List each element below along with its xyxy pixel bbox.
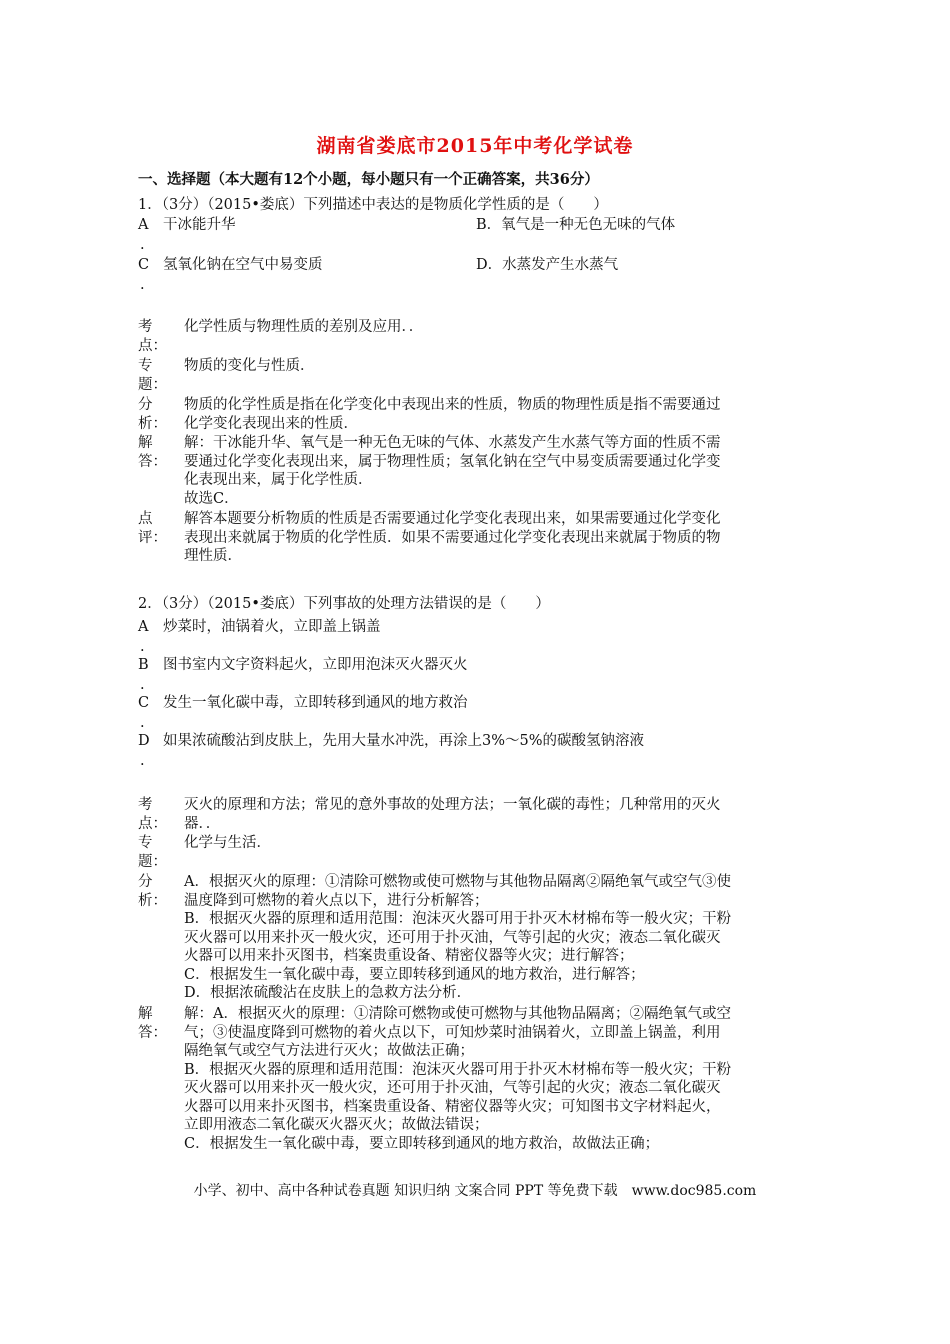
q2-zhuanti-label: 专 题： <box>138 835 167 870</box>
q2-option-c-dot: . <box>140 715 145 731</box>
q1-fenxi-text: 物质的化学性质是指在化学变化中表现出来的性质，物质的物理性质是指不需要通过 化学变化表现出来的性质． <box>184 397 721 432</box>
q1-jieda-label: 解 答： <box>138 435 167 470</box>
q1-option-c-text: 氢氧化钠在空气中易变质 <box>163 257 323 273</box>
q1-option-b-text: B．氧气是一种无色无味的气体 <box>476 217 676 233</box>
q2-kaodian-text: 灭火的原理和方法；常见的意外事故的处理方法；一氧化碳的毒性；几种常用的灭火 器．． <box>184 797 721 832</box>
q1-dianping-text: 解答本题要分析物质的性质是否需要通过化学变化表现出来，如果需要通过化学变化 表现出来就属于物质的化学性质．如果不需要通过化学变化表现出来就属于物质的物 理性质． <box>184 511 721 564</box>
q1-option-a-dot: . <box>140 237 145 253</box>
q1-option-c-letter: C <box>138 257 150 273</box>
q2-option-a-letter: A <box>138 619 149 635</box>
q1-dianping-label: 点 评： <box>138 511 167 546</box>
q1-fenxi-label: 分 析： <box>138 397 167 432</box>
q2-kaodian-label: 考 点： <box>138 797 167 832</box>
q1-option-c-dot: . <box>140 277 145 293</box>
q2-option-a-text: 炒菜时，油锅着火，立即盖上锅盖 <box>163 619 381 635</box>
question-1-stem: 1．（3分）（2015•娄底）下列描述中表达的是物质化学性质的是（ ） <box>138 197 608 213</box>
section-heading: 一、选择题（本大题有12个小题，每小题只有一个正确答案，共36分） <box>138 171 599 188</box>
q2-option-c-text: 发生一氧化碳中毒，立即转移到通风的地方救治 <box>163 695 468 711</box>
q1-option-a-letter: A <box>138 217 149 233</box>
q2-option-d-text: 如果浓硫酸沾到皮肤上，先用大量水冲洗，再涂上3%～5%的碳酸氢钠溶液 <box>163 733 645 749</box>
q1-kaodian-label: 考 点： <box>138 319 167 354</box>
q2-jieda-label: 解 答： <box>138 1006 167 1041</box>
q2-jieda-text: 解：A．根据灭火的原理：①清除可燃物或使可燃物与其他物品隔离；②隔绝氧气或空 气；③使温度降到可燃物的着火点以下，可知炒菜时油锅着火，立即盖上锅盖，利用 隔绝氧气或空气方法进行灭火；故做法正确； B．根据灭火器的原理和适用范围：泡沫灭火器可用于扑灭木材棉布等一般火灾；干粉 灭火器可以用来扑灭一般火灾，还可用于扑灭油，气等引起的火灾；液态二氧化碳灭 火器可以用来扑灭图书，档案贵重设备、精密仪器等火灾；可知图书文字材料起火， 立即用液态二氧化碳灭火器灭火；故做法错误； C．根据发生一氧化碳中毒，要立即转移到通风的地方救治，故做法正确； <box>184 1006 732 1152</box>
q2-fenxi-label: 分 析： <box>138 874 167 909</box>
q1-zhuanti-label: 专 题： <box>138 358 167 393</box>
q1-jieda-text: 解：干冰能升华、氧气是一种无色无味的气体、水蒸发产生水蒸气等方面的性质不需 要通过化学变化表现出来，属于物理性质；氢氧化钠在空气中易变质需要通过化学变 化表现出来，属于化学性质． 故选C． <box>184 435 721 507</box>
q2-option-d-dot: . <box>140 753 145 769</box>
q1-kaodian-text: 化学性质与物理性质的差别及应用．． <box>184 319 424 335</box>
q2-option-a-dot: . <box>140 639 145 655</box>
q1-option-d-text: D．水蒸发产生水蒸气 <box>476 257 619 273</box>
page-title: 湖南省娄底市2015年中考化学试卷 <box>316 135 634 157</box>
q2-option-b-dot: . <box>140 677 145 693</box>
q2-zhuanti-text: 化学与生活． <box>184 835 271 851</box>
q2-option-c-letter: C <box>138 695 150 711</box>
q2-option-d-letter: D <box>138 733 150 749</box>
q2-fenxi-text: A．根据灭火的原理：①清除可燃物或使可燃物与其他物品隔离②隔绝氧气或空气③使 温度降到可燃物的着火点以下，进行分析解答； B．根据灭火器的原理和适用范围：泡沫灭火器可用于扑灭木材棉布等一般火灾；干粉 灭火器可以用来扑灭一般火灾，还可用于扑灭油，气等引起的火灾；液态二氧化碳灭 火器可以用来扑灭图书，档案贵重设备、精密仪器等火灾；进行解答； C．根据发生一氧化碳中毒，要立即转移到通风的地方救治，进行解答； D．根据浓硫酸沾在皮肤上的急救方法分析． <box>184 874 732 1001</box>
page-footer: 小学、初中、高中各种试卷真题 知识归纳 文案合同 PPT 等免费下载 www.doc985.com <box>193 1183 757 1199</box>
q1-zhuanti-text: 物质的变化与性质． <box>184 358 315 374</box>
q2-option-b-letter: B <box>138 657 149 673</box>
q2-option-b-text: 图书室内文字资料起火，立即用泡沫灭火器灭火 <box>163 657 468 673</box>
q1-option-a-text: 干冰能升华 <box>163 217 236 233</box>
question-2-stem: 2．（3分）（2015•娄底）下列事故的处理方法错误的是（ ） <box>138 596 550 612</box>
